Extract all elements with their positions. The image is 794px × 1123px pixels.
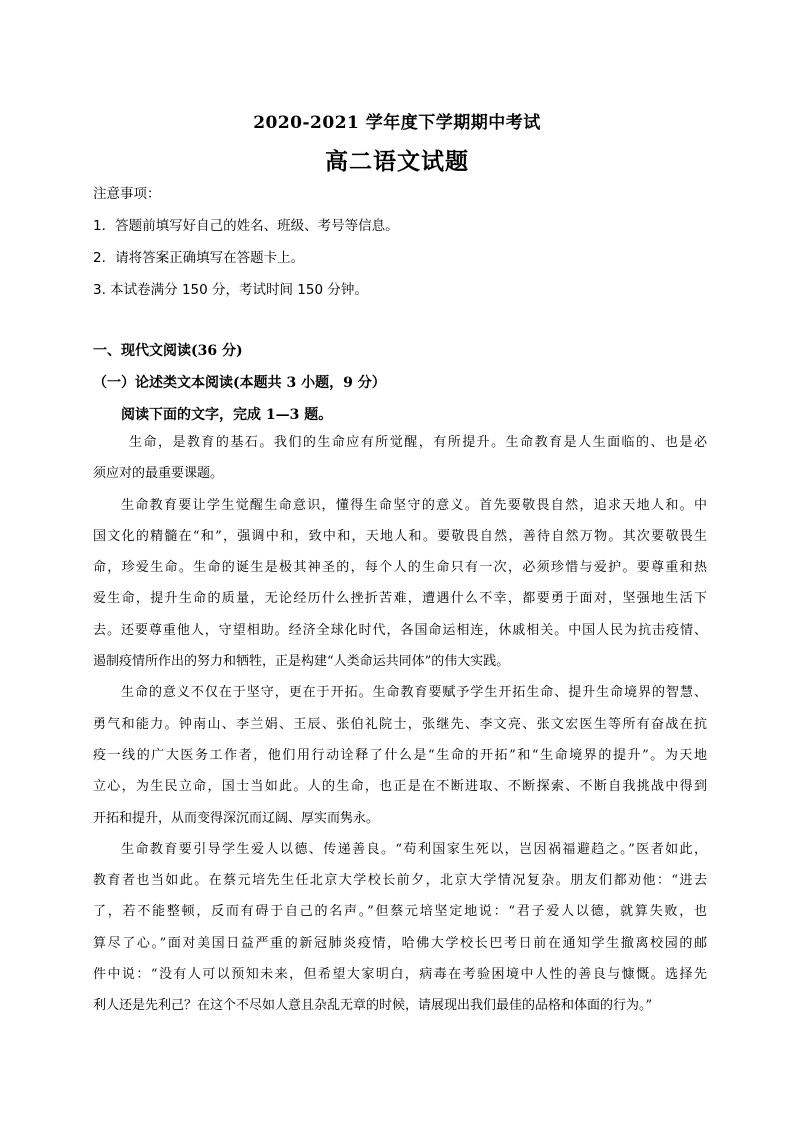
passage-line: 生命教育要引导学生爱人以德、传递善良。“苟利国家生死以，岂因祸福避趋之。”医者如此， xyxy=(121,841,707,857)
passage-line: 勇气和能力。钟南山、李兰娟、王辰、张伯礼院士，张继先、李文亮、张文宏医生等所有奋战在抗 xyxy=(93,716,707,732)
passage-line: 须应对的最重要课题。 xyxy=(93,466,224,482)
passage-line: 国文化的精髓在“和”，强调中和，致中和，天地人和。要敬畏自然，善待自然万物。其次要敬畏生 xyxy=(93,528,707,544)
passage-line: 生命，是教育的基石。我们的生命应有所觉醒，有所提升。生命教育是人生面临的、也是必 xyxy=(129,435,707,450)
notice-item-1: 1．答题前填写好自己的姓名、班级、考号等信息。 xyxy=(93,218,399,234)
passage-line: 件中说：“没有人可以预知未来，但希望大家明白，病毒在考验困境中人性的善良与慷慨。选择先 xyxy=(93,967,707,983)
reading-passage xyxy=(93,432,707,1027)
notice-block xyxy=(93,184,713,312)
passage-line: 去。还要尊重他人，守望相助。经济全球化时代，各国命运相连，休戚相关。中国人民为抗击疫情、 xyxy=(93,622,707,638)
subject-title: 高二语文试题 xyxy=(325,148,469,175)
passage-line: 立心，为生民立命，国士当如此。人的生命，也正是在不断进取、不断探索、不断自我挑战中得到 xyxy=(93,779,707,795)
reading-instruction: 阅读下面的文字，完成 1—3 题。 xyxy=(121,407,333,423)
passage-line: 开拓和提升，从而变得深沉而辽阔、厚实而隽永。 xyxy=(93,810,380,826)
passage-line: 教育者也当如此。在蔡元培先生任北京大学校长前夕，北京大学情况复杂。朋友们都劝他：“进去 xyxy=(93,873,707,889)
passage-line: 遏制疫情所作出的努力和牺牲，正是构建“人类命运共同体”的伟大实践。 xyxy=(93,654,510,670)
notice-item-2: 2．请将答案正确填写在答题卡上。 xyxy=(93,250,305,266)
passage-line: 命，珍爱生命。生命的诞生是极其神圣的，每个人的生命只有一次，必须珍惜与爱护。要尊重和热 xyxy=(93,560,707,576)
exam-title: 2020-2021 学年度下学期期中考试 xyxy=(253,113,541,133)
passage-line: 疫一线的广大医务工作者，他们用行动诠释了什么是“生命的开拓”和“生命境界的提升”。为天地 xyxy=(93,747,707,763)
passage-line: 了，若不能整顿，反而有碍于自己的名声。”但蔡元培坚定地说：“君子爱人以德，就算失败，也 xyxy=(93,904,707,920)
notice-item-3: 3. 本试卷满分 150 分，考试时间 150 分钟。 xyxy=(93,282,368,298)
passage-line: 爱生命，提升生命的质量，无论经历什么挫折苦难，遭遇什么不幸，都要勇于面对，坚强地生活下 xyxy=(93,591,707,607)
passage-line: 算尽了心。”面对美国日益严重的新冠肺炎疫情，哈佛大学校长巴考日前在通知学生撤离校园的邮 xyxy=(93,935,707,951)
notice-heading: 注意事项： xyxy=(93,186,161,202)
passage-line: 生命教育要让学生觉醒生命意识，懂得生命坚守的意义。首先要敬畏自然，追求天地人和。中 xyxy=(121,497,707,513)
passage-line: 生命的意义不仅在于坚守，更在于开拓。生命教育要赋予学生开拓生命、提升生命境界的智慧、 xyxy=(121,685,707,701)
section-subheading: （一）论述类文本阅读(本题共 3 小题，9 分） xyxy=(93,375,386,391)
passage-line: 利人还是先利己？在这个不尽如人意且杂乱无章的时候，请展现出我们最佳的品格和体面的行为。” xyxy=(93,998,653,1014)
section-heading: 一、现代文阅读(36 分) xyxy=(93,343,243,359)
